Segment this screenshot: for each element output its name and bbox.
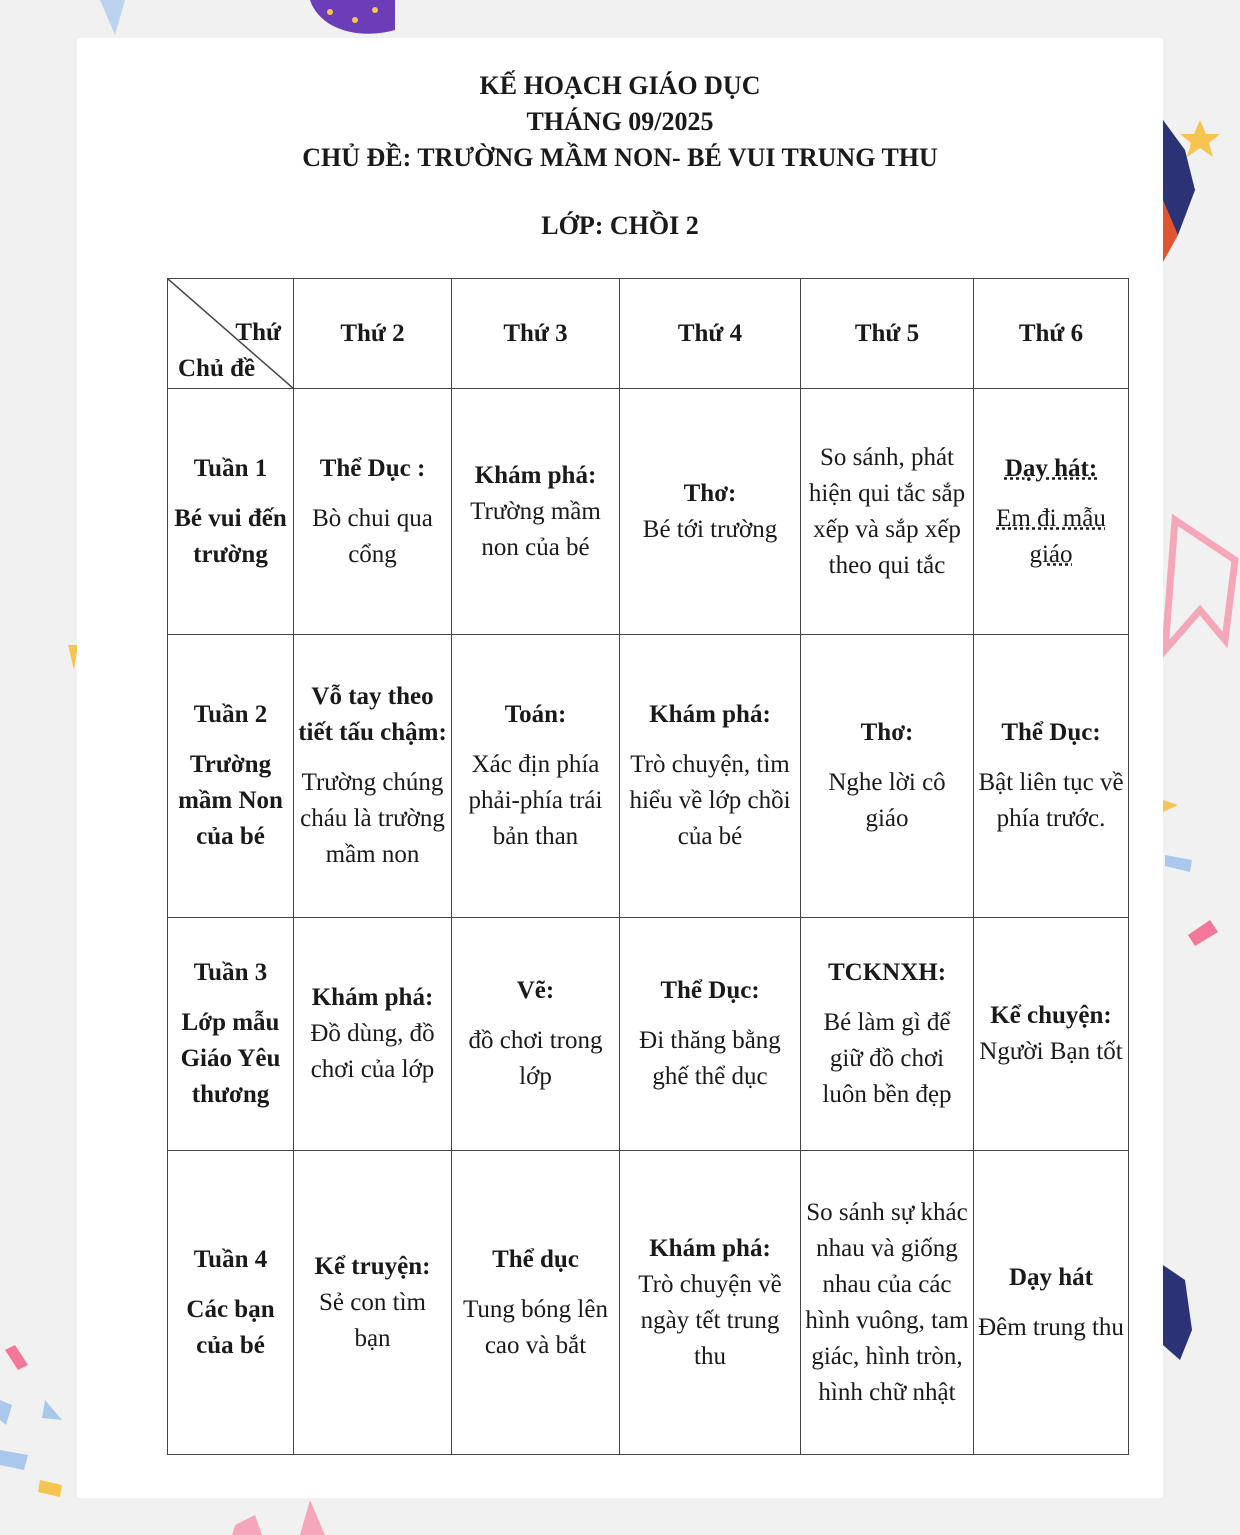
activity-title: Vỗ tay theo tiết tấu chậm: [298, 683, 447, 746]
week-topic: Bé vui đến trường [174, 504, 287, 568]
week-label: Tuần 4 [193, 1245, 268, 1273]
activity-cell [801, 918, 974, 1151]
activity-body: Người Bạn tốt [979, 1038, 1123, 1065]
activity-body: Bò chui qua cổng [312, 504, 433, 568]
activity-body: Bé tới trường [642, 515, 778, 543]
activity-body: Trường mầm non của bé [470, 497, 601, 561]
activity-cell [620, 635, 801, 918]
activity-body: đồ chơi trong lớp [468, 1027, 603, 1090]
activity-cell [974, 1151, 1129, 1455]
day-header: Thứ 3 [452, 279, 620, 389]
week-topic: Các bạn của bé [186, 1295, 275, 1359]
activity-title: Dạy hát [1008, 1263, 1094, 1291]
activity-title: Toán: [504, 701, 567, 728]
day-header: Thứ 2 [294, 279, 452, 389]
corner-cell [168, 279, 294, 389]
table-row [168, 389, 1129, 635]
activity-cell [452, 389, 620, 635]
activity-cell [974, 635, 1129, 918]
activity-cell [974, 389, 1129, 635]
theme-title: CHỦ ĐỀ: TRƯỜNG MẦM NON- BÉ VUI TRUNG THU [302, 143, 938, 172]
activity-body: Sẻ con tìm bạn [319, 1288, 426, 1352]
table-row [168, 635, 1129, 918]
activity-title: Vẽ: [516, 977, 555, 1004]
activity-body: Đồ dùng, đồ chơi của lớp [310, 1020, 435, 1083]
activity-cell [974, 918, 1129, 1151]
week-topic: Lớp mẫu Giáo Yêu thương [180, 1009, 281, 1108]
activity-body: Bật liên tục về phía trước. [978, 769, 1124, 832]
activity-cell [294, 1151, 452, 1455]
activity-body: Trò chuyện về ngày tết trung thu [638, 1270, 782, 1370]
activity-body: Trường chúng cháu là trường mầm non [300, 769, 445, 868]
activity-title: Kể truyện: [314, 1252, 431, 1280]
activity-title: Khám phá: [474, 461, 597, 489]
week-cell [168, 389, 294, 635]
month-title: THÁNG 09/2025 [526, 107, 714, 136]
activity-body: Trò chuyện, tìm hiểu về lớp chồi của bé [629, 751, 791, 850]
activity-body: Xác địn phía phải-phía trái bản than [468, 751, 603, 850]
week-topic: Trường mầm Non của bé [178, 751, 283, 850]
activity-body: Đêm trung thu [978, 1313, 1124, 1341]
activity-cell [801, 389, 974, 635]
activity-body: Bé làm gì để giữ đồ chơi luôn bền đẹp [822, 1009, 952, 1108]
activity-title: Khám phá: [649, 701, 771, 728]
table-row [168, 1151, 1129, 1455]
activity-cell [801, 1151, 974, 1455]
activity-cell [801, 635, 974, 918]
day-header: Thứ 6 [974, 279, 1129, 389]
activity-title: Dạy hát: [1004, 454, 1098, 482]
activity-title: TCKNXH: [827, 959, 947, 986]
activity-body: Tung bóng lên cao và bắt [463, 1295, 608, 1359]
activity-title: Khám phá: [649, 1234, 771, 1262]
week-cell [168, 918, 294, 1151]
table-header-row [168, 279, 1129, 389]
activity-cell [452, 1151, 620, 1455]
activity-title: Thơ: [683, 479, 737, 507]
activity-body: Em đi mẫu giáo [996, 504, 1106, 568]
activity-cell [294, 918, 452, 1151]
document-title: KẾ HOẠCH GIÁO DỤC [479, 71, 761, 100]
activity-body: So sánh sự khác nhau và giống nhau của các hình vuông, tam giác, hình tròn, hình chữ nhật [805, 1198, 969, 1406]
activity-body: So sánh, phát hiện qui tắc sắp xếp và sắp xếp theo qui tắc [808, 443, 966, 579]
weekly-plan-table [167, 278, 1129, 1455]
day-header: Thứ 5 [801, 279, 974, 389]
week-label: Tuần 2 [193, 701, 268, 728]
week-label: Tuần 1 [193, 454, 268, 482]
week-cell [168, 635, 294, 918]
activity-title: Thể Dục: [1001, 719, 1101, 746]
class-title: LỚP: CHỒI 2 [541, 211, 699, 240]
corner-day-label: Thứ [235, 319, 281, 346]
activity-title: Thể dục [492, 1245, 579, 1273]
activity-body: Đi thăng bằng ghế thể dục [639, 1027, 781, 1090]
activity-title: Thơ: [860, 719, 914, 746]
week-cell [168, 1151, 294, 1455]
activity-cell [452, 918, 620, 1151]
day-header: Thứ 4 [620, 279, 801, 389]
activity-cell [620, 918, 801, 1151]
activity-cell [452, 635, 620, 918]
activity-body: Nghe lời cô giáo [828, 769, 946, 832]
week-label: Tuần 3 [193, 959, 268, 986]
corner-topic-label: Chủ đề [178, 355, 256, 382]
activity-cell [294, 635, 452, 918]
activity-title: Thể Dục : [319, 454, 426, 482]
activity-title: Thể Dục: [660, 977, 760, 1004]
activity-title: Khám phá: [311, 984, 434, 1011]
activity-cell [620, 389, 801, 635]
table-row [168, 918, 1129, 1151]
activity-cell [294, 389, 452, 635]
activity-title: Kể chuyện: [990, 1002, 1112, 1029]
activity-cell [620, 1151, 801, 1455]
document-page [77, 38, 1163, 1498]
